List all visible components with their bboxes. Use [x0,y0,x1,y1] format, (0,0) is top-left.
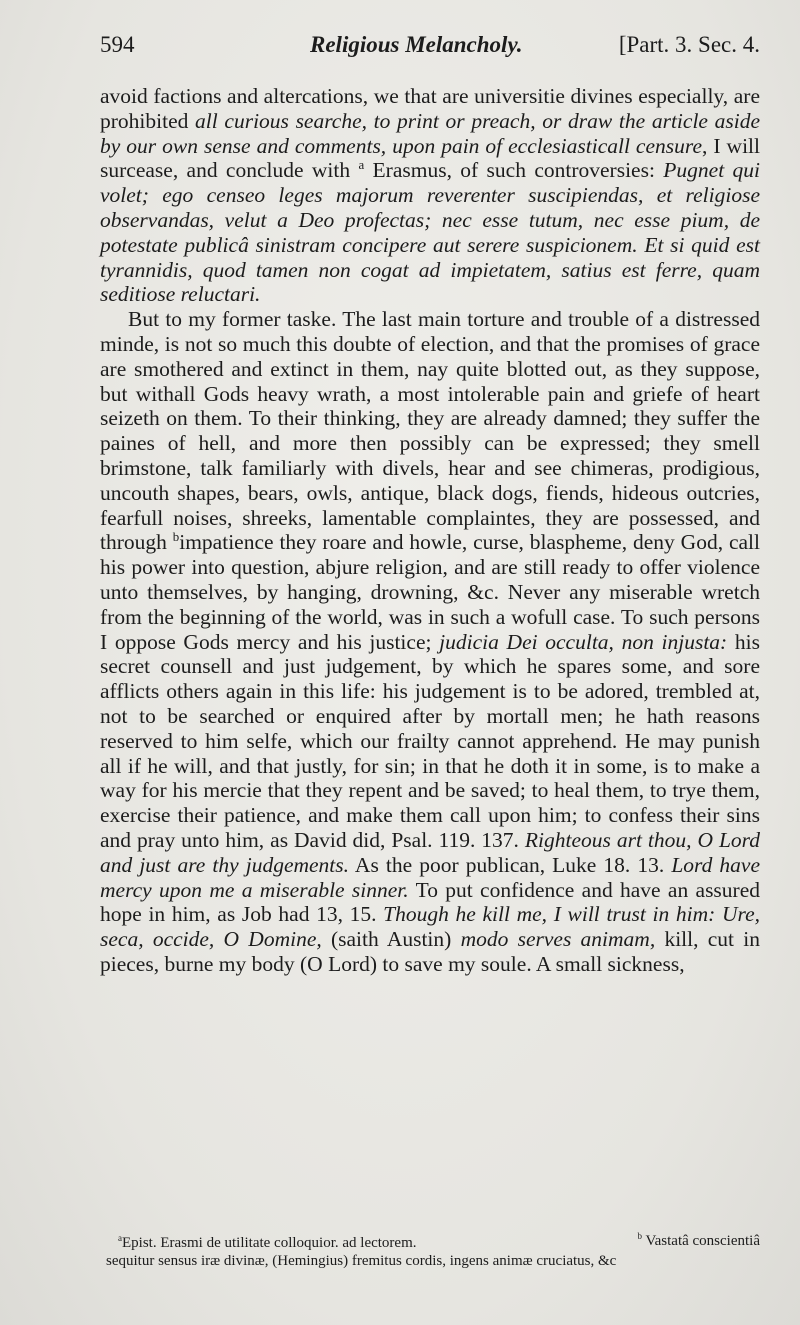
paragraph-1 [100,84,760,307]
footnotes [100,1232,760,1270]
italic-text-run: Pugnet qui volet; ego censeo leges majorum reverenter suscipiendas, et religiose observandas, velut a Deo profectas; nec esse tutum, nec esse pium, de potestate publicâ sinistram concipere aut serere suspicionem. Et si quid est tyrannidis, quod tamen non cogat ad impietatem, satius est ferre, quam seditiose reluctari. [100,158,761,307]
italic-text-run: Righteous art thou, O Lord and just are thy judgements. [100,827,760,877]
text-run: his secret counsell and just judgement, by which he spares some, and sore afflicts others again in this life: his judgement is to be adored, trembled at, not to be searched or enquired after by mortall men; he hath reasons reserved to him selfe, which our frailty cannot apprehend. He may punish all if he will, and that justly, for sin; in that he doth it in some, is to make a way for his mercie that they repent and be saved; to heal them, to trye them, exercise their patience, and make them call upon him; to confess their sins and pray unto him, as David did, Psal. 119. 137. [100,629,761,852]
text-run: (saith Austin) [321,927,461,952]
running-header [100,32,760,68]
paragraph-2 [100,307,760,977]
footnote-b-continuation: sequitur sensus iræ divinæ, (Hemingius) fremitus cordis, ingens animæ cruciatus, &c [106,1253,617,1269]
italic-text-run: all curious searche, to print or preach, or draw the article aside by our own sense and comments, upon pain of ecclesiasticall censure [100,108,761,158]
page-number: 594 [100,32,135,57]
footnote-b [637,1232,760,1250]
text-run: , I will surcease, and conclude with [100,133,760,183]
footnote-reference: a [358,158,365,173]
body-text [100,84,760,977]
italic-text-run: modo serves animam, [460,927,656,952]
text-run: avoid factions and altercations, we that are universitie divines especially, are prohibited [100,84,760,133]
italic-text-run: Lord have mercy upon me a miserable sinner. [100,852,760,902]
footnote-reference: b [172,530,180,545]
text-run: To put confidence and have an assured hope in him, as Job had 13, 15. [100,877,760,927]
footnote-a-text: Epist. Erasmi de utilitate colloquior. ad lectorem. [122,1235,417,1251]
footnote-a-mark: a [118,1233,122,1243]
text-run: Erasmus, of such controversies: [364,158,664,183]
running-title: Religious Melancholy. [310,32,523,57]
text-run: But to my former taske. The last main torture and trouble of a distressed minde, is not so much this doubte of election, and that the promises of grace are smothered and extinct in them, nay quite blotted out, as they suppose, but withall Gods heavy wrath, a most intolerable pain and griefe of heart seizeth on them. To their thinking, they are already damned; they suffer the paines of hell, and more then possibly can be expressed; they smell brimstone, talk familiarly with divels, hear and see chimeras, prodigious, uncouth shapes, bears, owls, antique, black dogs, fiends, hideous outcries, fearfull noises, shreeks, lamentable complaintes, they are possessed, and through [100,307,760,555]
footnote-b-mark: b [637,1231,642,1241]
text-run: As the poor publican, Luke 18. 13. [349,852,672,877]
part-section: [Part. 3. Sec. 4. [618,32,760,57]
text-run: impatience they roare and howle, curse, blaspheme, deny God, call his power into question, abjure religion, and are still ready to offer violence unto themselves, by hanging, drowning, &c. Never any miserable wretch from the beginning of the world, was in such a wofull case. To such persons I oppose Gods mercy and his justice; [100,530,760,654]
footnote-b-text-1: Vastatâ conscientiâ [645,1233,760,1249]
footnote-a [118,1234,417,1252]
italic-text-run: judicia Dei occulta, non injusta: [439,629,728,654]
text-run: kill, cut in pieces, burne my body (O Lord) to save my soule. A small sickness, [100,927,760,976]
italic-text-run: Though he kill me, I will trust in him: Ure, seca, occide, O Domine, [100,902,760,952]
